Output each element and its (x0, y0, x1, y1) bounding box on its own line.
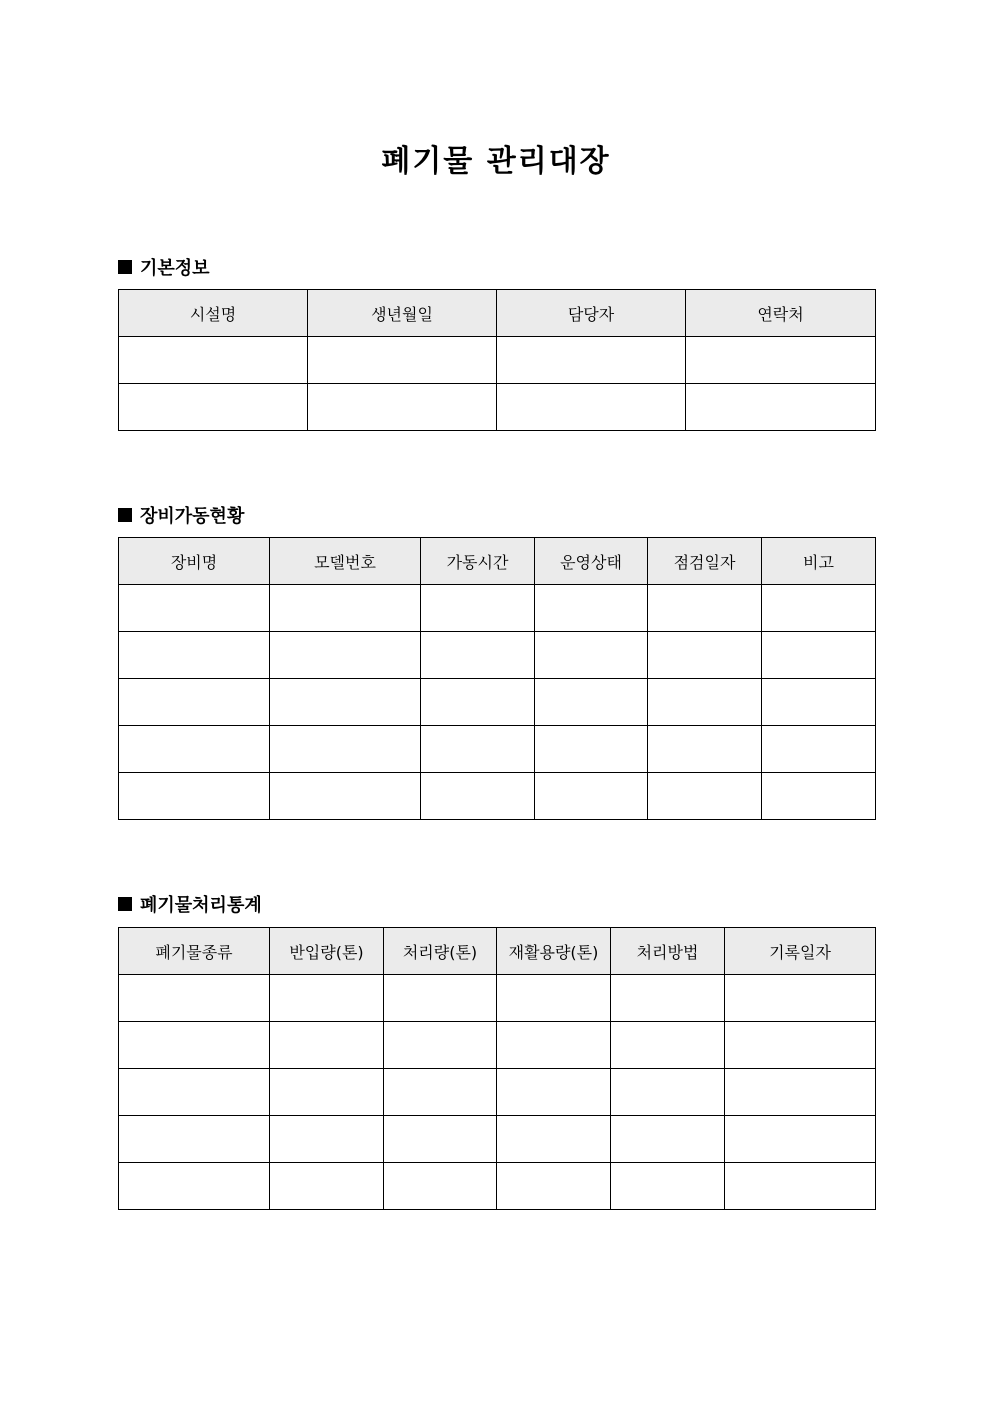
table-cell[interactable] (384, 1022, 497, 1069)
table-row (119, 773, 876, 820)
table-cell[interactable] (421, 773, 535, 820)
column-header: 모델번호 (270, 538, 421, 585)
table-row (119, 384, 876, 431)
column-header: 처리방법 (611, 928, 725, 975)
table-cell[interactable] (686, 384, 876, 431)
table-cell[interactable] (497, 975, 611, 1022)
table-cell[interactable] (762, 773, 876, 820)
table-cell[interactable] (270, 1116, 384, 1163)
table-cell[interactable] (535, 726, 648, 773)
table-cell[interactable] (535, 632, 648, 679)
table-cell[interactable] (421, 632, 535, 679)
table-cell[interactable] (119, 1022, 270, 1069)
table-cell[interactable] (384, 1069, 497, 1116)
table-header-row (119, 928, 876, 975)
table-cell[interactable] (421, 726, 535, 773)
table-cell[interactable] (270, 975, 384, 1022)
section-heading-waste-statistics (118, 891, 262, 917)
table-cell[interactable] (611, 1022, 725, 1069)
table-row (119, 1116, 876, 1163)
table-row (119, 1069, 876, 1116)
table-row (119, 632, 876, 679)
square-bullet-icon (118, 508, 132, 522)
column-header: 연락처 (686, 290, 876, 337)
table-header-row (119, 538, 876, 585)
table-cell[interactable] (119, 1163, 270, 1210)
table-cell[interactable] (648, 585, 762, 632)
table-cell[interactable] (686, 337, 876, 384)
table-cell[interactable] (535, 679, 648, 726)
table-cell[interactable] (725, 975, 876, 1022)
document-title: 폐기물 관리대장 (381, 144, 611, 179)
column-header: 재활용량(톤) (497, 928, 611, 975)
table-cell[interactable] (308, 384, 497, 431)
table-cell[interactable] (497, 1022, 611, 1069)
section-heading-label: 기본정보 (140, 258, 210, 279)
table-cell[interactable] (270, 585, 421, 632)
table-cell[interactable] (119, 384, 308, 431)
table-cell[interactable] (384, 1116, 497, 1163)
table-cell[interactable] (648, 773, 762, 820)
table-row (119, 337, 876, 384)
table-cell[interactable] (497, 1163, 611, 1210)
table-cell[interactable] (648, 632, 762, 679)
table-cell[interactable] (762, 632, 876, 679)
square-bullet-icon (118, 260, 132, 274)
column-header: 반입량(톤) (270, 928, 384, 975)
table-cell[interactable] (611, 975, 725, 1022)
table-cell[interactable] (384, 1163, 497, 1210)
waste-statistics-table (118, 927, 876, 1210)
column-header: 점검일자 (648, 538, 762, 585)
table-cell[interactable] (497, 384, 686, 431)
table-cell[interactable] (725, 1069, 876, 1116)
section-heading-label: 폐기물처리통계 (140, 895, 262, 916)
table-cell[interactable] (762, 726, 876, 773)
column-header: 기록일자 (725, 928, 876, 975)
table-cell[interactable] (648, 726, 762, 773)
section-heading-equipment-status (118, 502, 244, 528)
table-cell[interactable] (270, 726, 421, 773)
table-cell[interactable] (119, 1116, 270, 1163)
basic-info-table (118, 289, 876, 431)
equipment-status-table (118, 537, 876, 820)
table-header-row (119, 290, 876, 337)
column-header: 가동시간 (421, 538, 535, 585)
table-row (119, 1163, 876, 1210)
table-cell[interactable] (497, 1069, 611, 1116)
table-cell[interactable] (270, 1022, 384, 1069)
table-cell[interactable] (762, 585, 876, 632)
table-row (119, 975, 876, 1022)
square-bullet-icon (118, 897, 132, 911)
section-heading-label: 장비가동현황 (140, 506, 245, 527)
table-cell[interactable] (535, 773, 648, 820)
table-cell[interactable] (119, 773, 270, 820)
table-row (119, 679, 876, 726)
column-header: 생년월일 (308, 290, 497, 337)
table-cell[interactable] (762, 679, 876, 726)
table-cell[interactable] (421, 679, 535, 726)
table-cell[interactable] (308, 337, 497, 384)
column-header: 장비명 (119, 538, 270, 585)
table-cell[interactable] (648, 679, 762, 726)
table-row (119, 585, 876, 632)
table-cell[interactable] (119, 679, 270, 726)
column-header: 운영상태 (535, 538, 648, 585)
table-cell[interactable] (611, 1069, 725, 1116)
section-heading-basic-info (118, 254, 210, 280)
table-cell[interactable] (119, 726, 270, 773)
table-cell[interactable] (270, 679, 421, 726)
table-cell[interactable] (270, 773, 421, 820)
table-cell[interactable] (119, 585, 270, 632)
table-cell[interactable] (611, 1163, 725, 1210)
table-cell[interactable] (497, 337, 686, 384)
table-row (119, 1022, 876, 1069)
table-cell[interactable] (611, 1116, 725, 1163)
table-cell[interactable] (725, 1116, 876, 1163)
table-cell[interactable] (497, 1116, 611, 1163)
table-cell[interactable] (421, 585, 535, 632)
table-cell[interactable] (270, 1069, 384, 1116)
column-header: 비고 (762, 538, 876, 585)
table-cell[interactable] (119, 975, 270, 1022)
column-header: 처리량(톤) (384, 928, 497, 975)
table-cell[interactable] (725, 1163, 876, 1210)
table-row (119, 726, 876, 773)
table-cell[interactable] (119, 632, 270, 679)
table-cell[interactable] (119, 1069, 270, 1116)
table-cell[interactable] (384, 975, 497, 1022)
column-header: 폐기물종류 (119, 928, 270, 975)
column-header: 담당자 (497, 290, 686, 337)
table-cell[interactable] (270, 1163, 384, 1210)
table-cell[interactable] (119, 337, 308, 384)
table-cell[interactable] (725, 1022, 876, 1069)
table-cell[interactable] (270, 632, 421, 679)
table-cell[interactable] (535, 585, 648, 632)
column-header: 시설명 (119, 290, 308, 337)
